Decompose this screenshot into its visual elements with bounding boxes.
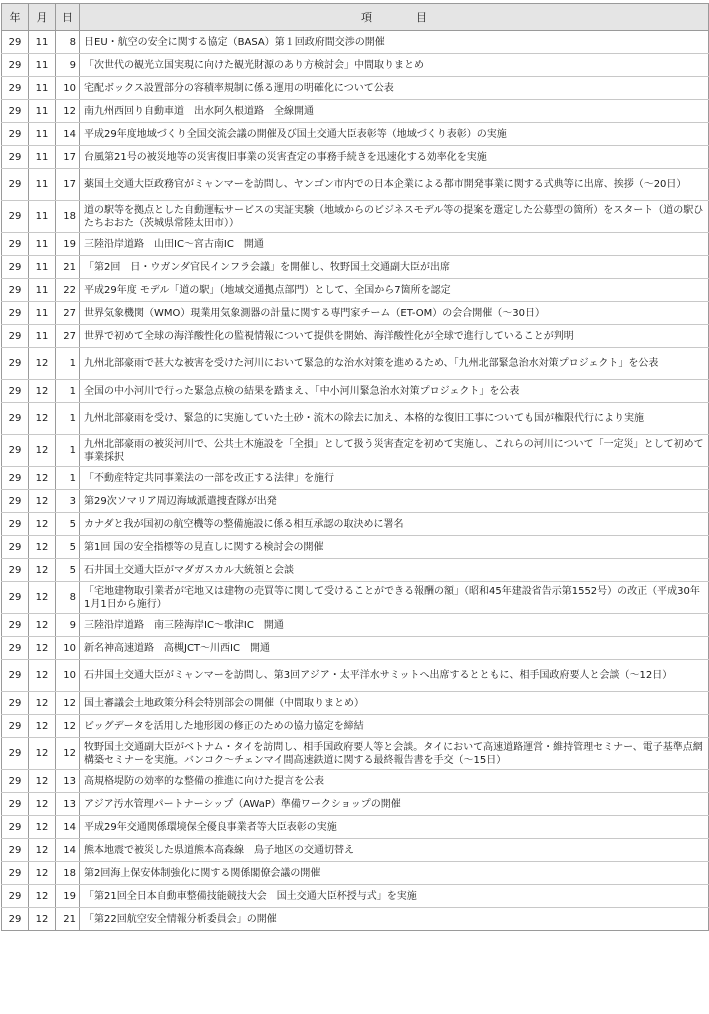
row-month: 12 bbox=[29, 435, 56, 467]
row-year: 29 bbox=[2, 123, 29, 146]
row-item-text: 石井国土交通大臣がマダガスカル大統領と会談 bbox=[80, 559, 709, 582]
row-year: 29 bbox=[2, 256, 29, 279]
row-day: 14 bbox=[56, 839, 80, 862]
table-row bbox=[2, 770, 709, 793]
table-row bbox=[2, 885, 709, 908]
row-month: 11 bbox=[29, 100, 56, 123]
row-day: 1 bbox=[56, 435, 80, 467]
row-year: 29 bbox=[2, 862, 29, 885]
row-item-text: 平成29年度地域づくり全国交流会議の開催及び国土交通大臣表彰等（地域づくり表彰）の実施 bbox=[80, 123, 709, 146]
row-year: 29 bbox=[2, 908, 29, 931]
row-item-text: 三陸沿岸道路 山田IC～宮古南IC 開通 bbox=[80, 233, 709, 256]
row-year: 29 bbox=[2, 692, 29, 715]
row-year: 29 bbox=[2, 169, 29, 201]
row-year: 29 bbox=[2, 885, 29, 908]
row-month: 11 bbox=[29, 302, 56, 325]
table-row bbox=[2, 660, 709, 692]
row-year: 29 bbox=[2, 715, 29, 738]
row-month: 11 bbox=[29, 54, 56, 77]
row-day: 10 bbox=[56, 660, 80, 692]
table-row bbox=[2, 862, 709, 885]
table-row bbox=[2, 715, 709, 738]
row-item-text: 九州北部豪雨で甚大な被害を受けた河川において緊急的な治水対策を進めるため、「九州北部緊急治水対策プロジェクト」を公表 bbox=[80, 348, 709, 380]
row-year: 29 bbox=[2, 31, 29, 54]
table-body bbox=[2, 31, 709, 931]
row-year: 29 bbox=[2, 348, 29, 380]
row-month: 11 bbox=[29, 146, 56, 169]
table-row bbox=[2, 839, 709, 862]
row-day: 22 bbox=[56, 279, 80, 302]
table-row bbox=[2, 233, 709, 256]
row-year: 29 bbox=[2, 302, 29, 325]
table-row bbox=[2, 467, 709, 490]
row-month: 12 bbox=[29, 660, 56, 692]
row-item-text: 石井国土交通大臣がミャンマーを訪問し、第3回アジア・太平洋水サミットへ出席するとともに、相手国政府要人と会談（～12日） bbox=[80, 660, 709, 692]
row-day: 8 bbox=[56, 582, 80, 614]
row-item-text: 道の駅等を拠点とした自動運転サービスの実証実験（地域からのビジネスモデル等の提案を選定した公募型の箇所）をスタート（道の駅ひたちおおた（茨城県常陸太田市）） bbox=[80, 201, 709, 233]
row-year: 29 bbox=[2, 660, 29, 692]
row-day: 17 bbox=[56, 146, 80, 169]
row-year: 29 bbox=[2, 513, 29, 536]
row-day: 21 bbox=[56, 908, 80, 931]
row-day: 1 bbox=[56, 403, 80, 435]
row-day: 1 bbox=[56, 348, 80, 380]
table-row bbox=[2, 77, 709, 100]
row-day: 17 bbox=[56, 169, 80, 201]
row-day: 10 bbox=[56, 637, 80, 660]
table-row bbox=[2, 582, 709, 614]
row-item-text: 「不動産特定共同事業法の一部を改正する法律」を施行 bbox=[80, 467, 709, 490]
table-row bbox=[2, 403, 709, 435]
row-year: 29 bbox=[2, 146, 29, 169]
row-year: 29 bbox=[2, 403, 29, 435]
row-day: 3 bbox=[56, 490, 80, 513]
row-month: 12 bbox=[29, 816, 56, 839]
row-month: 11 bbox=[29, 31, 56, 54]
row-month: 12 bbox=[29, 770, 56, 793]
row-item-text: 高規格堤防の効率的な整備の推進に向けた提言を公表 bbox=[80, 770, 709, 793]
row-month: 12 bbox=[29, 559, 56, 582]
row-item-text: 台風第21号の被災地等の災害復旧事業の災害査定の事務手続きを迅速化する効率化を実施 bbox=[80, 146, 709, 169]
row-month: 11 bbox=[29, 325, 56, 348]
table-row bbox=[2, 692, 709, 715]
row-day: 18 bbox=[56, 201, 80, 233]
row-month: 11 bbox=[29, 201, 56, 233]
row-month: 12 bbox=[29, 793, 56, 816]
row-month: 12 bbox=[29, 348, 56, 380]
row-month: 11 bbox=[29, 256, 56, 279]
header-month: 月 bbox=[29, 4, 56, 31]
row-year: 29 bbox=[2, 100, 29, 123]
row-year: 29 bbox=[2, 839, 29, 862]
row-month: 12 bbox=[29, 715, 56, 738]
row-year: 29 bbox=[2, 614, 29, 637]
table-row bbox=[2, 100, 709, 123]
table-row bbox=[2, 490, 709, 513]
row-item-text: 新名神高速道路 高槻JCT～川西IC 開通 bbox=[80, 637, 709, 660]
row-year: 29 bbox=[2, 816, 29, 839]
row-day: 1 bbox=[56, 380, 80, 403]
row-month: 12 bbox=[29, 839, 56, 862]
table-row bbox=[2, 793, 709, 816]
row-month: 12 bbox=[29, 536, 56, 559]
table-row bbox=[2, 348, 709, 380]
header-day: 日 bbox=[56, 4, 80, 31]
row-month: 12 bbox=[29, 490, 56, 513]
header-row bbox=[2, 4, 709, 31]
row-year: 29 bbox=[2, 637, 29, 660]
row-item-text: ビッグデータを活用した地形図の修正のための協力協定を締結 bbox=[80, 715, 709, 738]
row-day: 1 bbox=[56, 467, 80, 490]
row-year: 29 bbox=[2, 467, 29, 490]
row-item-text: 南九州西回り自動車道 出水阿久根道路 全線開通 bbox=[80, 100, 709, 123]
table-row bbox=[2, 31, 709, 54]
table-row bbox=[2, 816, 709, 839]
row-day: 18 bbox=[56, 862, 80, 885]
row-day: 12 bbox=[56, 692, 80, 715]
row-month: 12 bbox=[29, 403, 56, 435]
row-item-text: 全国の中小河川で行った緊急点検の結果を踏まえ、「中小河川緊急治水対策プロジェクト」を公表 bbox=[80, 380, 709, 403]
table-row bbox=[2, 435, 709, 467]
row-month: 11 bbox=[29, 279, 56, 302]
table-row bbox=[2, 123, 709, 146]
row-item-text: 国土審議会土地政策分科会特別部会の開催（中間取りまとめ） bbox=[80, 692, 709, 715]
row-day: 8 bbox=[56, 31, 80, 54]
row-item-text: 「宅地建物取引業者が宅地又は建物の売買等に関して受けることができる報酬の額」（昭和45年建設省告示第1552号）の改正（平成30年1月1日から施行） bbox=[80, 582, 709, 614]
row-item-text: アジア汚水管理パートナーシップ（AWaP）準備ワークショップの開催 bbox=[80, 793, 709, 816]
row-day: 14 bbox=[56, 123, 80, 146]
row-year: 29 bbox=[2, 54, 29, 77]
row-item-text: 宅配ボックス設置部分の容積率規制に係る運用の明確化について公表 bbox=[80, 77, 709, 100]
row-month: 12 bbox=[29, 380, 56, 403]
row-day: 13 bbox=[56, 770, 80, 793]
row-month: 11 bbox=[29, 233, 56, 256]
row-day: 9 bbox=[56, 54, 80, 77]
table-row bbox=[2, 201, 709, 233]
header-year: 年 bbox=[2, 4, 29, 31]
table-row bbox=[2, 513, 709, 536]
row-month: 12 bbox=[29, 738, 56, 770]
row-item-text: カナダと我が国初の航空機等の整備施設に係る相互承認の取決めに署名 bbox=[80, 513, 709, 536]
row-item-text: 「第22回航空安全情報分析委員会」の開催 bbox=[80, 908, 709, 931]
row-month: 11 bbox=[29, 77, 56, 100]
row-day: 5 bbox=[56, 513, 80, 536]
row-item-text: 熊本地震で被災した県道熊本高森線 鳥子地区の交通切替え bbox=[80, 839, 709, 862]
row-day: 12 bbox=[56, 100, 80, 123]
row-day: 9 bbox=[56, 614, 80, 637]
row-item-text: 第1回 国の安全指標等の見直しに関する検討会の開催 bbox=[80, 536, 709, 559]
table-row bbox=[2, 380, 709, 403]
row-year: 29 bbox=[2, 770, 29, 793]
row-item-text: 平成29年度 モデル「道の駅」（地域交通拠点部門）として、全国から7箇所を認定 bbox=[80, 279, 709, 302]
row-year: 29 bbox=[2, 738, 29, 770]
row-year: 29 bbox=[2, 325, 29, 348]
row-year: 29 bbox=[2, 490, 29, 513]
row-item-text: 世界で初めて全球の海洋酸性化の監視情報について提供を開始、海洋酸性化が全球で進行していることが判明 bbox=[80, 325, 709, 348]
row-year: 29 bbox=[2, 201, 29, 233]
row-day: 12 bbox=[56, 715, 80, 738]
row-day: 19 bbox=[56, 233, 80, 256]
row-year: 29 bbox=[2, 279, 29, 302]
table-row bbox=[2, 559, 709, 582]
row-month: 12 bbox=[29, 908, 56, 931]
row-item-text: 世界気象機関（WMO）現業用気象測器の計量に関する専門家チーム（ET-OM）の会合開催（～30日） bbox=[80, 302, 709, 325]
row-day: 5 bbox=[56, 536, 80, 559]
table-row bbox=[2, 536, 709, 559]
row-month: 12 bbox=[29, 637, 56, 660]
header-item: 項 目 bbox=[80, 4, 709, 31]
row-day: 19 bbox=[56, 885, 80, 908]
row-month: 12 bbox=[29, 467, 56, 490]
table-row bbox=[2, 279, 709, 302]
row-month: 12 bbox=[29, 614, 56, 637]
row-year: 29 bbox=[2, 582, 29, 614]
table-row bbox=[2, 738, 709, 770]
table-row bbox=[2, 302, 709, 325]
row-item-text: 第2回海上保安体制強化に関する関係閣僚会議の開催 bbox=[80, 862, 709, 885]
table-row bbox=[2, 614, 709, 637]
row-year: 29 bbox=[2, 435, 29, 467]
table-row bbox=[2, 256, 709, 279]
row-month: 11 bbox=[29, 169, 56, 201]
row-year: 29 bbox=[2, 233, 29, 256]
row-day: 5 bbox=[56, 559, 80, 582]
row-year: 29 bbox=[2, 536, 29, 559]
row-day: 10 bbox=[56, 77, 80, 100]
row-item-text: 「第21回全日本自動車整備技能競技大会 国土交通大臣杯授与式」を実施 bbox=[80, 885, 709, 908]
table-row bbox=[2, 146, 709, 169]
chronology-table bbox=[1, 3, 709, 931]
row-day: 14 bbox=[56, 816, 80, 839]
row-item-text: 第29次ソマリア周辺海域派遣捜査隊が出発 bbox=[80, 490, 709, 513]
row-item-text: 「次世代の観光立国実現に向けた観光財源のあり方検討会」中間取りまとめ bbox=[80, 54, 709, 77]
table-row bbox=[2, 169, 709, 201]
row-item-text: 「第2回 日・ウガンダ官民インフラ会議」を開催し、牧野国土交通副大臣が出席 bbox=[80, 256, 709, 279]
row-year: 29 bbox=[2, 380, 29, 403]
row-item-text: 九州北部豪雨を受け、緊急的に実施していた土砂・流木の除去に加え、本格的な復旧工事についても国が権限代行により実施 bbox=[80, 403, 709, 435]
row-day: 13 bbox=[56, 793, 80, 816]
row-day: 21 bbox=[56, 256, 80, 279]
row-month: 12 bbox=[29, 885, 56, 908]
row-item-text: 三陸沿岸道路 南三陸海岸IC～歌津IC 開通 bbox=[80, 614, 709, 637]
table-row bbox=[2, 637, 709, 660]
row-year: 29 bbox=[2, 77, 29, 100]
table-row bbox=[2, 54, 709, 77]
row-item-text: 日EU・航空の安全に関する協定（BASA）第１回政府間交渉の開催 bbox=[80, 31, 709, 54]
row-month: 12 bbox=[29, 513, 56, 536]
table-row bbox=[2, 325, 709, 348]
row-month: 11 bbox=[29, 123, 56, 146]
row-year: 29 bbox=[2, 559, 29, 582]
row-month: 12 bbox=[29, 862, 56, 885]
row-item-text: 牧野国土交通副大臣がベトナム・タイを訪問し、相手国政府要人等と会談。タイにおいて高速道路運営・維持管理セミナー、電子基準点網構築セミナーを実施。バンコク～チェンマイ間高速鉄道に関する最終報告書を手交（～15日） bbox=[80, 738, 709, 770]
row-item-text: 九州北部豪雨の被災河川で、公共土木施設を「全損」として扱う災害査定を初めて実施し、これらの河川について「一定災」として初めて事業採択 bbox=[80, 435, 709, 467]
row-day: 12 bbox=[56, 738, 80, 770]
table-row bbox=[2, 908, 709, 931]
row-item-text: 薬国土交通大臣政務官がミャンマーを訪問し、ヤンゴン市内での日本企業による都市開発事業に関する式典等に出席、挨拶（～20日） bbox=[80, 169, 709, 201]
row-month: 12 bbox=[29, 692, 56, 715]
row-year: 29 bbox=[2, 793, 29, 816]
row-day: 27 bbox=[56, 302, 80, 325]
row-item-text: 平成29年交通関係環境保全優良事業者等大臣表彰の実施 bbox=[80, 816, 709, 839]
row-month: 12 bbox=[29, 582, 56, 614]
row-day: 27 bbox=[56, 325, 80, 348]
